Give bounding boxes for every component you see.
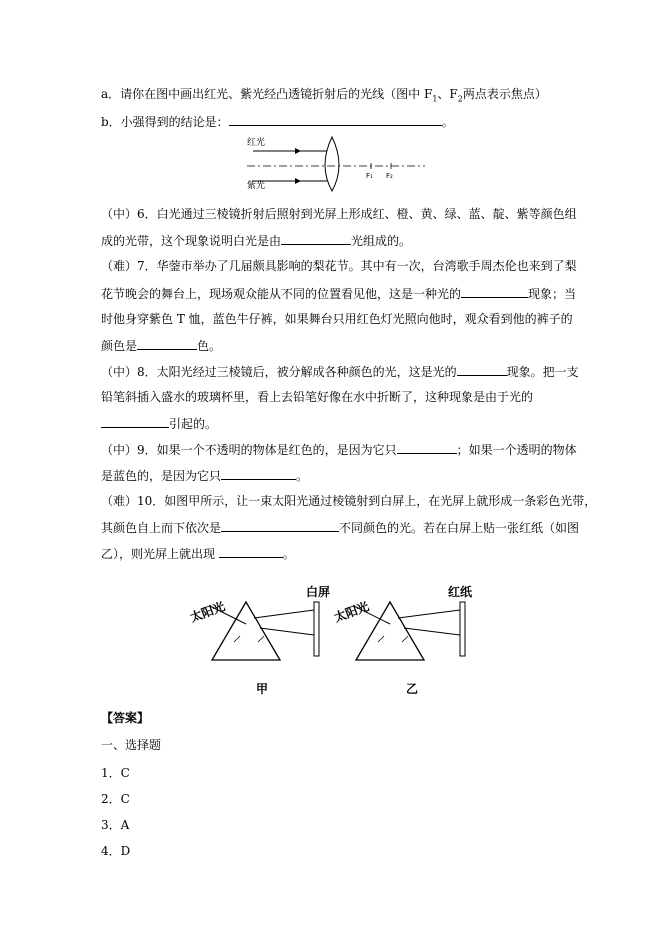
dispersed-ray-bottom	[260, 628, 314, 635]
prism-hatch	[402, 636, 408, 642]
sunlight-label: 太阳光	[188, 599, 227, 625]
answers-heading: 【答案】	[101, 711, 150, 725]
question-9-text: （中）9．如果一个不透明的物体是红色的，是因为它只	[101, 443, 397, 457]
prism-figure	[188, 580, 488, 700]
red-ray-arrow	[295, 148, 301, 154]
question-10-line1: （难）10．如图甲所示，让一束太阳光通过棱镜射到白屏上，在光屏上就形成一条彩色光带，	[101, 494, 597, 508]
question-7-end: 现象；当	[528, 287, 577, 301]
question-a-text: a．请你在图中画出红光、紫光经凸透镜折射后的光线（图中 F	[101, 87, 433, 101]
focus-f2-label: F₂	[386, 172, 393, 180]
answer-item: 4．D	[101, 844, 131, 858]
answer-item: 3．A	[101, 818, 130, 832]
question-6-text: 成的光带，这个现象说明白光是由	[101, 234, 282, 248]
question-9-text-2: 是蓝色的，是因为它只	[101, 469, 222, 483]
question-9-line1	[101, 441, 577, 458]
question-6-end: 光组成的。	[351, 234, 412, 248]
answer-blank[interactable]	[281, 232, 351, 245]
question-9-line2	[101, 467, 308, 484]
question-10-line3	[101, 545, 295, 562]
convex-lens	[325, 137, 339, 191]
sunlight-label: 太阳光	[332, 599, 371, 625]
question-9-end: ；如果一个透明的物体	[456, 443, 577, 457]
answer-item: 1．C	[101, 766, 130, 780]
question-10-text: 其颜色自上而下依次是	[101, 521, 222, 535]
answer-blank[interactable]	[101, 415, 169, 428]
prism-hatch	[378, 636, 384, 642]
question-7-end-2: 色。	[197, 339, 222, 353]
question-7-line2	[101, 285, 576, 302]
answer-blank[interactable]	[397, 441, 457, 454]
question-7-line1: （难）7．华蓥市举办了几届颇具影响的梨花节。其中有一次，台湾歌手周杰伦也来到了梨	[101, 259, 577, 273]
violet-light-label: 紫光	[247, 181, 266, 191]
prism-setup-jia	[188, 584, 330, 696]
question-8-end-2: 引起的。	[169, 417, 218, 431]
question-b	[101, 113, 454, 130]
red-paper-label: 红纸	[448, 585, 473, 599]
question-6-line1: （中）6．白光通过三棱镜折射后照射到光屏上形成红、橙、黄、绿、蓝、靛、紫等颜色组	[101, 207, 577, 221]
dispersed-ray-top	[254, 610, 314, 618]
question-10-text-2: 乙），则光屏上就出现	[101, 547, 216, 561]
question-a-mid: 、F	[437, 87, 458, 101]
question-a-tail: 两点表示焦点）	[462, 87, 547, 101]
prism-hatch	[258, 636, 264, 642]
question-7-line4	[101, 337, 221, 354]
answers-section-title: 一、选择题	[101, 738, 162, 752]
question-10-end-2: 。	[282, 547, 295, 561]
answer-blank[interactable]	[219, 545, 283, 558]
question-7-text-2: 颜色是	[101, 339, 138, 353]
answer-blank[interactable]	[221, 467, 296, 480]
subscript-2: 2	[457, 94, 463, 104]
question-b-text: b．小强得到的结论是：	[101, 115, 229, 129]
dispersed-ray-top	[398, 610, 460, 618]
question-10-line2	[101, 519, 579, 536]
question-10-end: 不同颜色的光。若在白屏上贴一张红纸（如图	[339, 521, 580, 535]
answer-item: 2．C	[101, 792, 130, 806]
answer-blank[interactable]	[461, 285, 528, 298]
question-8-line3	[101, 415, 217, 432]
white-screen	[314, 602, 319, 656]
lens-figure	[245, 133, 425, 193]
question-8-text: （中）8．太阳光经过三棱镜后，被分解成各种颜色的光，这是光的	[101, 365, 457, 379]
question-7-line3: 时他身穿紫色 T 恤，蓝色牛仔裤，如果舞台只用红色灯光照向他时，观众看到他的裤子的	[101, 312, 573, 326]
caption-jia: 甲	[256, 682, 269, 696]
focus-f1-label: F₁	[366, 172, 373, 180]
subscript-1: 1	[432, 94, 438, 104]
red-paper-screen	[460, 602, 465, 656]
answer-blank[interactable]	[457, 363, 507, 376]
dispersed-ray-bottom	[404, 628, 460, 635]
prism-setup-yi	[332, 584, 473, 696]
question-8-line2: 铅笔斜插入盛水的玻璃杯里，看上去铅笔好像在水中折断了，这种现象是由于光的	[101, 390, 534, 404]
question-a	[101, 86, 547, 107]
white-screen-label: 白屏	[306, 585, 331, 599]
answer-blank[interactable]	[221, 519, 339, 532]
question-b-end: 。	[441, 115, 454, 129]
answer-blank[interactable]	[229, 113, 442, 126]
question-9-end-2: 。	[296, 469, 309, 483]
question-7-text: 花节晚会的舞台上，现场观众能从不同的位置看见他，这是一种光的	[101, 287, 462, 301]
question-8-end: 现象。把一支	[506, 365, 579, 379]
question-8-line1	[101, 363, 579, 380]
answer-blank[interactable]	[137, 337, 197, 350]
violet-ray-arrow	[295, 178, 301, 184]
prism-hatch	[234, 636, 240, 642]
question-6-line2	[101, 232, 411, 249]
red-light-label: 红光	[247, 138, 266, 148]
caption-yi: 乙	[406, 682, 419, 696]
